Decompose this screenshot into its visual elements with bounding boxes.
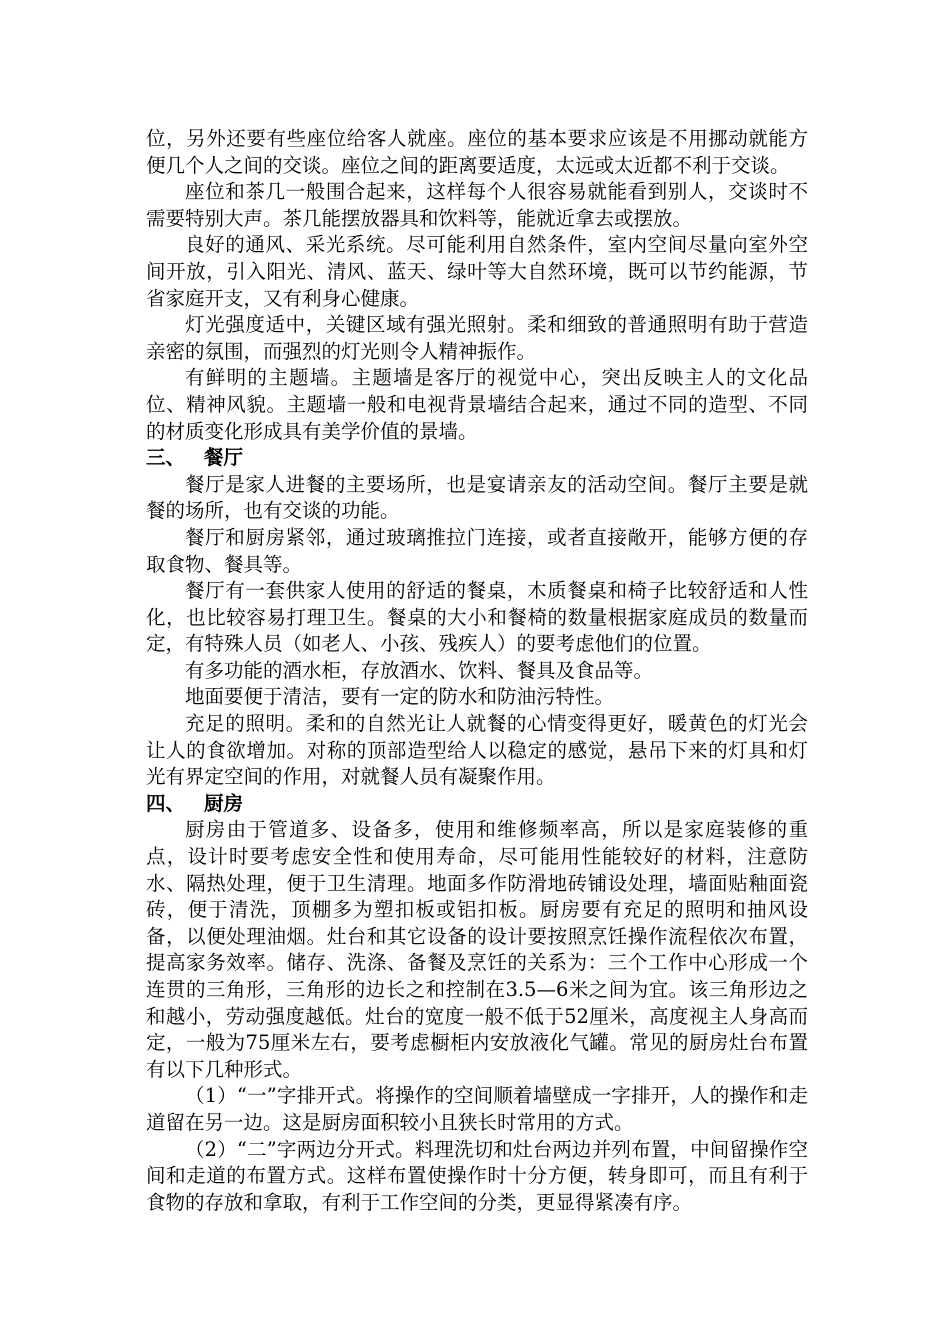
section-number: 三、 bbox=[146, 446, 186, 470]
paragraph: （1）“一”字排开式。将操作的空间顺着墙壁成一字排开，人的操作和走道留在另一边。这是厨房面积较小且狭长时常用的方式。 bbox=[146, 1084, 808, 1134]
paragraph: 灯光强度适中，关键区域有强光照射。柔和细致的普通照明有助于营造亲密的氛围，而强烈的灯光则令人精神振作。 bbox=[146, 313, 808, 363]
paragraph: 厨房由于管道多、设备多，使用和维修频率高，所以是家庭装修的重点，设计时要考虑安全性和使用寿命，尽可能用性能较好的材料，注意防水、隔热处理，便于卫生清理。地面多作防滑地砖铺设处理，墙面贴釉面瓷砖，便于清洗，顶棚多为塑扣板或铝扣板。厨房要有充足的照明和抽风设备，以便处理油烟。灶台和其它设备的设计要按照烹饪操作流程依次布置，提高家务效率。储存、洗涤、备餐及烹饪的关系为：三个工作中心形成一个连贯的三角形，三角形的边长之和控制在3.5—6米之间为宜。该三角形边之和越小，劳动强度越低。灶台的宽度一般不低于52厘米，高度视主人身高而定，一般为75厘米左右，要考虑橱柜内安放液化气罐。常见的厨房灶台布置有以下几种形式。 bbox=[146, 818, 808, 1081]
paragraph: 有鲜明的主题墙。主题墙是客厅的视觉中心，突出反映主人的文化品位、精神风貌。主题墙一般和电视背景墙结合起来，通过不同的造型、不同的材质变化形成具有美学价值的景墙。 bbox=[146, 366, 808, 443]
paragraph: 有多功能的酒水柜，存放酒水、饮料、餐具及食品等。 bbox=[185, 658, 654, 682]
paragraph: 餐厅有一套供家人使用的舒适的餐桌，木质餐桌和椅子比较舒适和人性化，也比较容易打理卫生。餐桌的大小和餐椅的数量根据家庭成员的数量而定，有特殊人员（如老人、小孩、残疾人）的要考虑他们的位置。 bbox=[146, 579, 808, 656]
paragraph: 充足的照明。柔和的自然光让人就餐的心情变得更好，暖黄色的灯光会让人的食欲增加。对称的顶部造型给人以稳定的感觉，悬吊下来的灯具和灯光有界定空间的作用，对就餐人员有凝聚作用。 bbox=[146, 712, 808, 789]
section-number: 四、 bbox=[146, 791, 186, 815]
section-heading-kitchen bbox=[146, 791, 808, 818]
paragraph: 餐厅是家人进餐的主要场所，也是宴请亲友的活动空间。餐厅主要是就餐的场所，也有交谈的功能。 bbox=[146, 472, 808, 523]
paragraph: 良好的通风、采光系统。尽可能利用自然条件，室内空间尽量向室外空间开放，引入阳光、清风、蓝天、绿叶等大自然环境，既可以节约能源，节省家庭开支，又有利身心健康。 bbox=[146, 233, 808, 310]
section-title: 餐厅 bbox=[204, 446, 244, 470]
paragraph: 餐厅和厨房紧邻，通过玻璃推拉门连接，或者直接敞开，能够方便的存取食物、餐具等。 bbox=[146, 525, 808, 576]
section-heading-dining bbox=[146, 445, 808, 472]
section-title: 厨房 bbox=[204, 791, 244, 815]
document-page bbox=[146, 126, 808, 1216]
paragraph: 座位和茶几一般围合起来，这样每个人很容易就能看到别人，交谈时不需要特别大声。茶几能摆放器具和饮料等，能就近拿去或摆放。 bbox=[146, 180, 808, 230]
paragraph: （2）“二”字两边分开式。料理洗切和灶台两边并列布置，中间留操作空间和走道的布置方式。这样布置使操作时十分方便，转身即可，而且有利于食物的存放和拿取，有利于工作空间的分类，更显得紧凑有序。 bbox=[146, 1137, 808, 1214]
paragraph: 位，另外还要有些座位给客人就座。座位的基本要求应该是不用挪动就能方便几个人之间的交谈。座位之间的距离要适度，太远或太近都不利于交谈。 bbox=[146, 127, 808, 177]
paragraph: 地面要便于清洁，要有一定的防水和防油污特性。 bbox=[185, 685, 615, 709]
